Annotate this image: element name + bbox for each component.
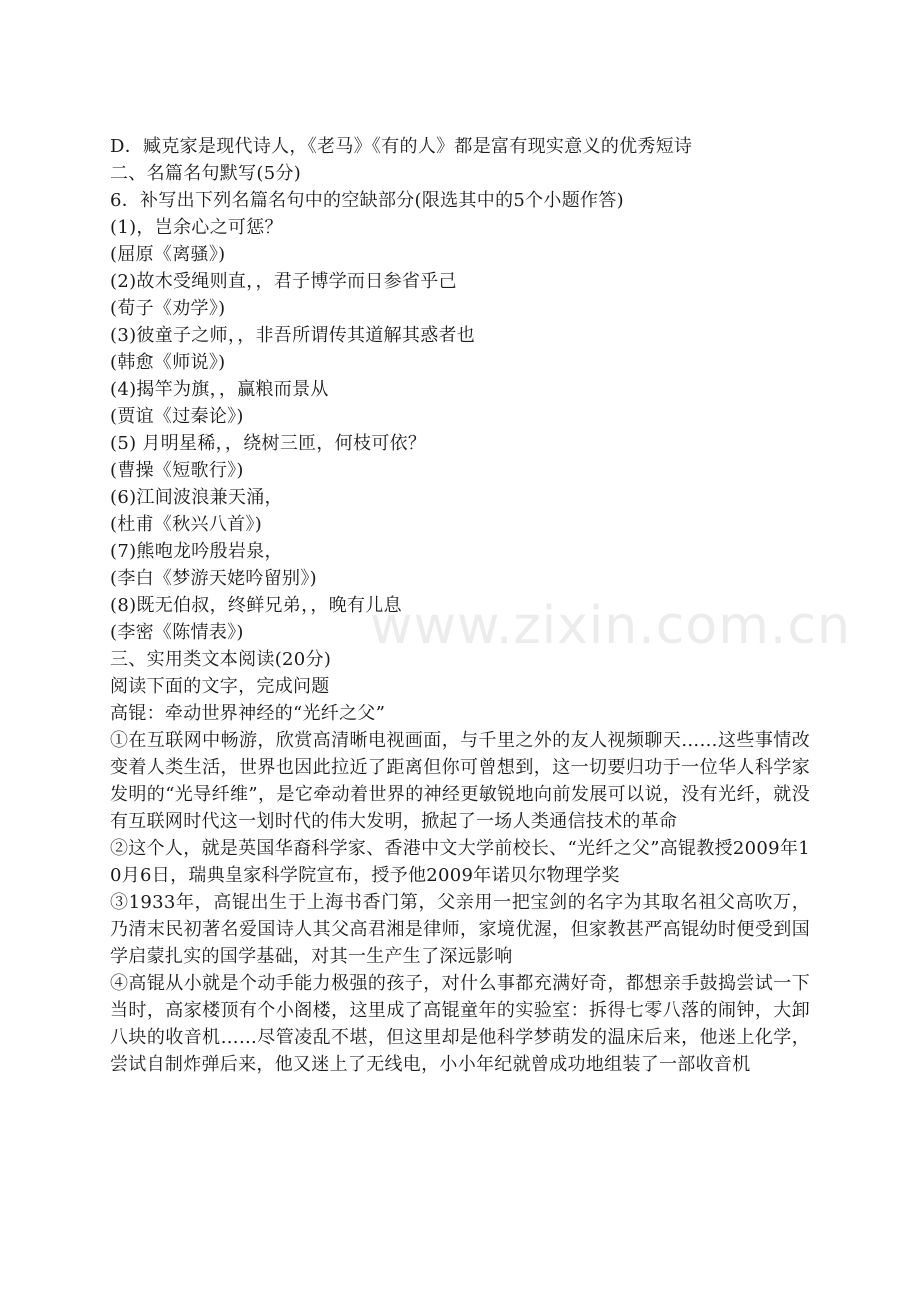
quote-4-source: (贾谊《过秦论》) xyxy=(110,406,244,427)
quote-3-source: (韩愈《师说》) xyxy=(110,352,226,373)
quote-2-source: (荀子《劝学》) xyxy=(110,298,226,319)
quote-5-source: (曹操《短歌行》) xyxy=(110,460,244,481)
quote-8: (8)既无伯叔，终鲜兄弟，，晚有儿息 xyxy=(110,595,402,616)
option-d-line: D．臧克家是现代诗人，《老马》《有的人》都是富有现实意义的优秀短诗 xyxy=(110,136,693,157)
article-paragraph-3: ③1933年，高锟出生于上海书香门第，父亲用一把宝剑的名字为其取名祖父高吹万，乃清末民初著名爱国诗人其父高君湘是律师，家境优渥，但家教甚严高锟幼时便受到国学启蒙扎实的国学基础，对其一生产生了深远影响 xyxy=(110,892,810,967)
quote-7: (7)熊咆龙吟殷岩泉， xyxy=(110,541,283,562)
quote-7-source: (李白《梦游天姥吟留别》) xyxy=(110,568,317,589)
document-page xyxy=(110,133,810,1078)
quote-3: (3)彼童子之师，，非吾所谓传其道解其惑者也 xyxy=(110,325,476,346)
article-paragraph-1: ①在互联网中畅游，欣赏高清晰电视画面，与千里之外的友人视频聊天……这些事情改变着人类生活，世界也因此拉近了距离但你可曾想到，这一切要归功于一位华人科学家发明的“光导纤维”，是它牵动着世界的神经更敏锐地向前发展可以说，没有光纤，就没有互联网时代这一划时代的伟大发明，掀起了一场人类通信技术的革命 xyxy=(110,730,810,832)
article-title: 高锟：牵动世界神经的“光纤之父” xyxy=(110,703,386,724)
article-paragraph-4: ④高锟从小就是个动手能力极强的孩子，对什么事都充满好奇，都想亲手鼓捣尝试一下当时，高家楼顶有个小阁楼，这里成了高锟童年的实验室：拆得七零八落的闹钟，大卸八块的收音机……尽管凌乱不堪，但这里却是他科学梦萌发的温床后来，他迷上化学，尝试自制炸弹后来，他又迷上了无线电，小小年纪就曾成功地组装了一部收音机 xyxy=(110,973,810,1075)
watermark: www.zixin.com.cn xyxy=(370,596,851,656)
question-6-prompt: 6．补写出下列名篇名句中的空缺部分(限选其中的5个小题作答) xyxy=(110,190,624,211)
quote-6: (6)江间波浪兼天涌， xyxy=(110,487,283,508)
quote-4: (4)揭竿为旗，，赢粮而景从 xyxy=(110,379,329,400)
quote-1-source: (屈原《离骚》) xyxy=(110,244,226,265)
quote-8-source: (李密《陈情表》) xyxy=(110,622,244,643)
quote-1: (1)，岂余心之可惩？ xyxy=(110,217,283,238)
section-heading-reading: 三、实用类文本阅读(20分) xyxy=(110,649,332,670)
quote-5: (5) 月明星稀，，绕树三匝，何枝可依？ xyxy=(110,433,427,454)
section-heading-recitation: 二、名篇名句默写(5分) xyxy=(110,163,302,184)
quote-2: (2)故木受绳则直，，君子博学而日参省乎己 xyxy=(110,271,457,292)
quote-6-source: (杜甫《秋兴八首》) xyxy=(110,514,263,535)
article-paragraph-2: ②这个人，就是英国华裔科学家、香港中文大学前校长、“光纤之父”高锟教授2009年10月6日，瑞典皇家科学院宣布，授予他2009年诺贝尔物理学奖 xyxy=(110,838,810,886)
reading-instruction: 阅读下面的文字，完成问题 xyxy=(110,676,330,697)
